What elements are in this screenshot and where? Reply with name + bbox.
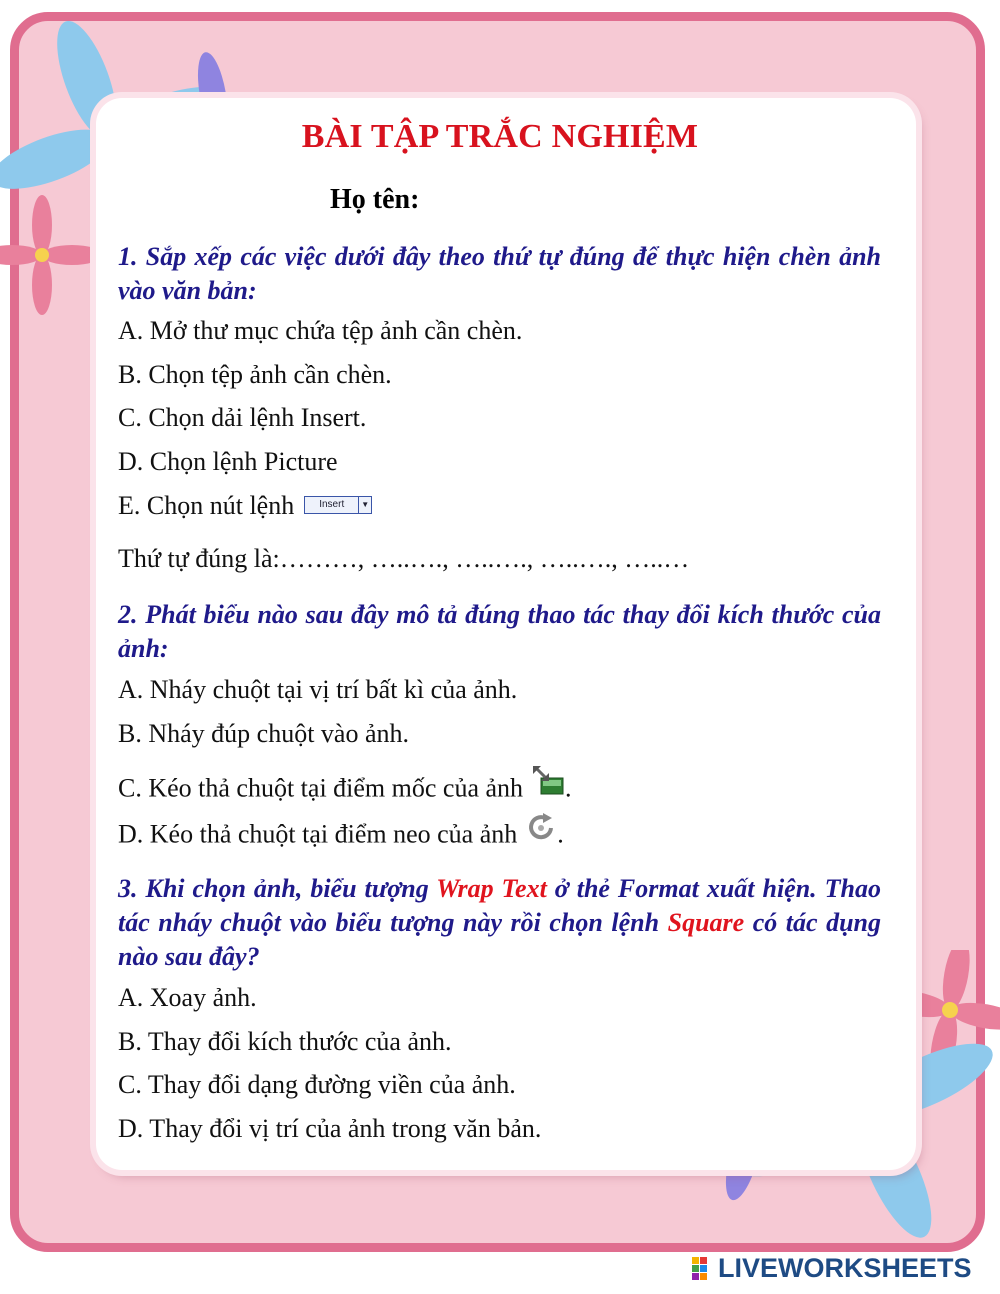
liveworksheets-logo-text: LIVEWORKSHEETS (718, 1252, 972, 1283)
question-1-option-a: A. Mở thư mục chứa tệp ảnh cần chèn. (118, 316, 523, 345)
question-2-text: 2. Phát biểu nào sau đây mô tả đúng thao tác thay đổi kích thước của ảnh: (118, 600, 881, 663)
resize-handle-icon (531, 764, 565, 805)
question-2-option-a: A. Nháy chuột tại vị trí bất kì của ảnh. (118, 675, 518, 704)
question-1-text: 1. Sắp xếp các việc dưới đây theo thứ tự đúng để thực hiện chèn ảnh vào văn bản: (118, 242, 881, 305)
question-1-option-e (118, 491, 372, 521)
question-2-option-d-label: D. Kéo thả chuột tại điểm neo của ảnh (118, 819, 518, 849)
period-text: . (557, 819, 564, 849)
insert-button-icon (304, 496, 372, 514)
square-highlight: Square (667, 908, 745, 937)
period-text: . (565, 773, 572, 803)
question-1-option-c: C. Chọn dải lệnh Insert. (118, 403, 367, 432)
question-3-option-d: D. Thay đổi vị trí của ảnh trong văn bản. (118, 1114, 542, 1143)
wrap-text-highlight: Wrap Text (436, 874, 547, 903)
rotate-anchor-icon (525, 812, 557, 849)
question-1-answer-line[interactable]: Thứ tự đúng là:………, …..…., …..…., …..…., …..… (118, 544, 690, 573)
question-3-text-part-3: có tác dụng nào sau đây? (118, 908, 881, 971)
liveworksheets-logo-icon (692, 1255, 716, 1281)
worksheet-title: BÀI TẬP TRẮC NGHIỆM (301, 118, 699, 155)
question-3-option-c: C. Thay đổi dạng đường viền của ảnh. (118, 1070, 516, 1099)
question-1-option-e-label: E. Chọn nút lệnh (118, 491, 295, 520)
question-2-option-d (118, 818, 564, 855)
question-3-text (118, 872, 881, 974)
question-2-option-c (118, 770, 572, 811)
question-1-option-b: B. Chọn tệp ảnh cần chèn. (118, 360, 392, 389)
question-3-option-a: A. Xoay ảnh. (118, 983, 257, 1012)
insert-button-label: Insert (319, 499, 345, 511)
student-name-label: Họ tên: (330, 184, 420, 215)
liveworksheets-logo[interactable] (692, 1252, 972, 1284)
question-3-text-part-2: ở thẻ Format xuất hiện. Thao tác nháy chuột vào biểu tượng này rồi chọn lệnh (118, 874, 881, 937)
question-3-text-part-1: 3. Khi chọn ảnh, biểu tượng (118, 874, 437, 903)
question-2-option-c-label: C. Kéo thả chuột tại điểm mốc của ảnh (118, 773, 524, 803)
question-2-option-b: B. Nháy đúp chuột vào ảnh. (118, 719, 410, 748)
question-3-option-b: B. Thay đổi kích thước của ảnh. (118, 1027, 452, 1056)
question-1-option-d: D. Chọn lệnh Picture (118, 447, 338, 476)
chevron-down-icon: ▼ (358, 497, 371, 513)
